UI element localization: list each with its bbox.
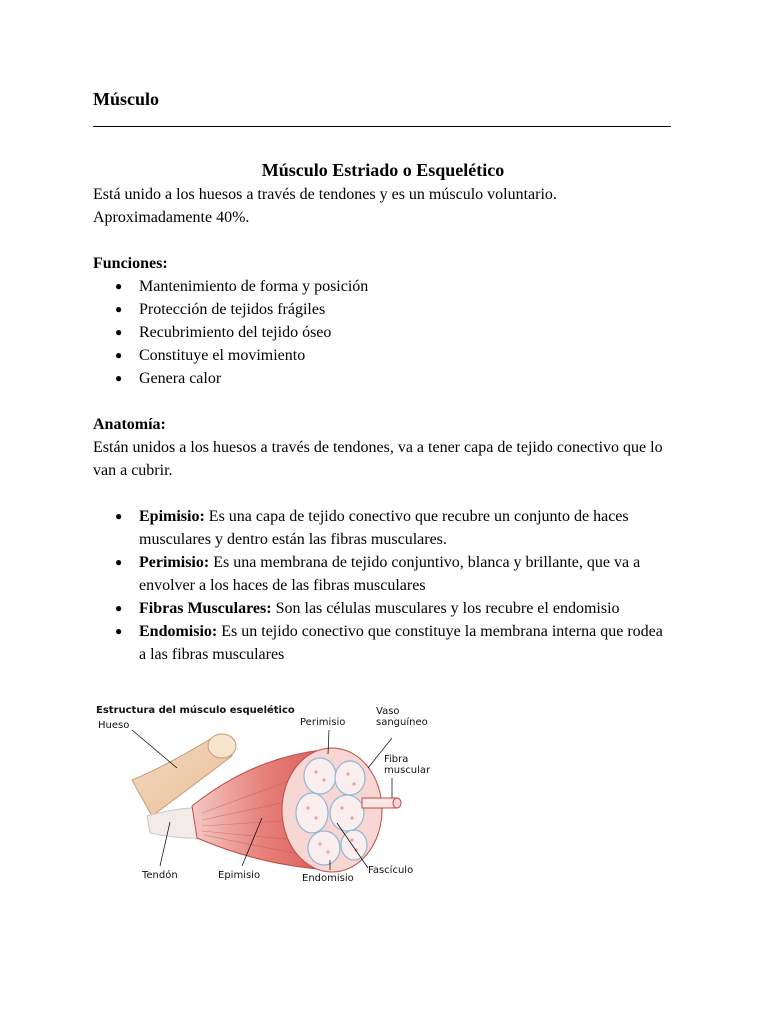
percentage-text: Aproximadamente 40%. [93,209,250,226]
list-item: ● Fibras Musculares: Son las células musculares y los recubre el endomisio [93,597,673,620]
label-fasciculo: Fascículo [368,865,414,876]
label-vaso-1: Vaso [376,706,400,717]
bullet-icon: ● [115,325,123,339]
label-epimisio: Epimisio [218,870,261,881]
list-item: ● Recubrimiento del tejido óseo [93,321,673,344]
label-fibra-1: Fibra [384,754,409,765]
funciones-list [93,275,673,390]
bullet-icon: ● [115,302,123,316]
label-fibra-2: muscular [384,765,431,776]
term-epimisio: Epimisio: [139,508,205,525]
intro-text: Está unido a los huesos a través de tendones y es un músculo voluntario. [93,186,557,203]
section-title: Músculo Estriado o Esquelético [261,160,505,180]
bullet-icon: ● [115,279,123,293]
document-page [93,86,673,666]
anatomia-heading: Anatomía: [93,416,166,433]
muscle-structure-figure [92,698,442,888]
bullet-icon: ● [115,555,123,569]
label-vaso-2: sanguíneo [376,717,428,728]
term-endomisio: Endomisio: [139,623,218,640]
list-item: ● Genera calor [93,367,673,390]
list-item: ● Perimisio: Es una membrana de tejido conjuntivo, blanca y brillante, que va a envolver a los haces de las fibras musculares [93,551,673,597]
title-divider [93,126,671,127]
bullet-icon: ● [115,601,123,615]
bullet-icon: ● [115,509,123,523]
bullet-icon: ● [115,348,123,362]
list-item: ● Constituye el movimiento [93,344,673,367]
figure-title: Estructura del músculo esquelético [96,705,295,716]
bullet-icon: ● [115,371,123,385]
list-item: ● Mantenimiento de forma y posición [93,275,673,298]
list-item: ● Protección de tejidos frágiles [93,298,673,321]
label-hueso: Hueso [98,720,130,731]
anatomia-text: Están unidos a los huesos a través de tendones, va a tener capa de tejido conectivo que lo van a cubrir. [93,439,663,479]
bullet-icon: ● [115,624,123,638]
anatomia-list [93,505,673,666]
bone-end [208,734,236,758]
label-endomisio: Endomisio [302,873,354,884]
page-title: Músculo [93,89,160,109]
term-perimisio: Perimisio: [139,554,210,571]
funciones-heading: Funciones: [93,255,168,272]
list-item: ● Endomisio: Es un tejido conectivo que constituye la membrana interna que rodea a las fibras musculares [93,620,673,666]
label-tendon: Tendón [142,870,178,881]
label-perimisio: Perimisio [300,717,346,728]
term-fibras: Fibras Musculares: [139,600,272,617]
list-item: ● Epimisio: Es una capa de tejido conectivo que recubre un conjunto de haces musculares y dentro están las fibras musculares. [93,505,673,551]
muscle-fiber [362,798,397,808]
